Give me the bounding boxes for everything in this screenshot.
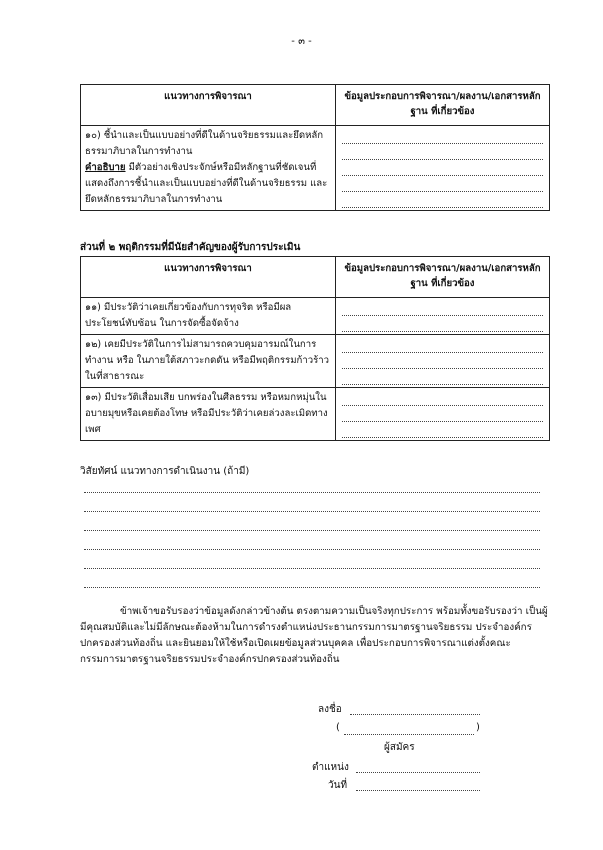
- header-evidence: ข้อมูลประกอบการพิจารณา/ผลงาน/เอกสารหลักฐาน ที่เกี่ยวข้อง: [336, 85, 550, 126]
- certification-statement: [80, 604, 550, 668]
- criteria-text: ๑๒) เคยมีประวัติในการไม่สามารถควบคุมอารมณ์ในการทำงาน หรือ ในภายใต้สภาวะกดดัน หรือมีพฤติกรรมก้าวร้าวในที่สาธารณะ: [81, 335, 336, 388]
- evidence-line: [342, 353, 543, 369]
- vision-line: [84, 531, 540, 550]
- header-criteria: แนวทางการพิจารณา: [81, 257, 336, 298]
- evidence-line: [342, 176, 543, 192]
- criteria-note: [85, 160, 331, 208]
- vision-line: [84, 493, 540, 512]
- date-label: วันที่: [328, 780, 348, 791]
- table-header-row: [81, 85, 550, 126]
- evidence-cell[interactable]: [336, 335, 550, 388]
- criteria-table-2: [80, 256, 550, 441]
- evidence-line: [342, 144, 543, 160]
- vision-input-area[interactable]: [84, 474, 540, 588]
- criteria-cell: [81, 126, 336, 211]
- table-row: [81, 126, 550, 211]
- evidence-line: [342, 128, 543, 144]
- position-label: ตำแหน่ง: [312, 762, 349, 773]
- evidence-line: [342, 192, 543, 208]
- open-paren: (: [336, 722, 340, 733]
- criteria-text: ๑๓) มีประวัติเสื่อมเสีย บกพร่องในศีลธรรม หรือหมกหมุ่นในอบายมุขหรือเคยต้องโทษ หรือมีประวัติว่าเคยล่วงละเมิดทางเพศ: [81, 388, 336, 441]
- vision-line: [84, 474, 540, 493]
- printed-name-field[interactable]: [344, 722, 474, 735]
- evidence-line: [342, 390, 543, 406]
- note-text: มีตัวอย่างเชิงประจักษ์หรือมีหลักฐานที่ชัดเจนที่แสดงถึงการชี้นำและเป็นแบบอย่างที่ดีในด้านจริยธรรม และยึดหลักธรรมาภิบาลในการทำงาน: [85, 162, 328, 205]
- evidence-line: [342, 369, 543, 385]
- criteria-table-1: [80, 84, 550, 211]
- signature-field[interactable]: [350, 702, 480, 715]
- evidence-line: [342, 160, 543, 176]
- evidence-line: [342, 337, 543, 353]
- table-row: [81, 388, 550, 441]
- note-label: คำอธิบาย: [85, 162, 126, 173]
- page-number: - ๓ -: [291, 36, 312, 47]
- evidence-cell[interactable]: [336, 126, 550, 211]
- applicant-role: ผู้สมัคร: [384, 742, 415, 753]
- criteria-text: ๑๑) มีประวัติว่าเคยเกี่ยวข้องกับการทุจริต หรือมีผลประโยชน์ทับซ้อน ในการจัดซื้อจัดจ้าง: [81, 298, 336, 335]
- evidence-line: [342, 422, 543, 438]
- certification-text: ข้าพเจ้าขอรับรองว่าข้อมูลดังกล่าวข้างต้น ตรงตามความเป็นจริงทุกประการ พร้อมทั้งขอรับรองว่า เป็นผู้มีคุณสมบัติและไม่มีลักษณะต้องห้ามในการดำรงตำแหน่งประธานกรรมการมาตรฐานจริยธรรม ประจำองค์กรปกครองส่วนท้องถิ่น และยินยอมให้ใช้หรือเปิดเผยข้อมูลส่วนบุคคล เพื่อประกอบการพิจารณาแต่งตั้งคณะกรรมการมาตรฐานจริยธรรมประจำองค์กรปกครองส่วนท้องถิ่น: [80, 606, 548, 665]
- vision-line: [84, 569, 540, 588]
- position-field[interactable]: [356, 760, 480, 773]
- evidence-cell[interactable]: [336, 298, 550, 335]
- table-row: [81, 298, 550, 335]
- evidence-line: [342, 300, 543, 316]
- evidence-line: [342, 316, 543, 332]
- vision-label: วิสัยทัศน์ แนวทางการดำเนินงาน (ถ้ามี): [80, 466, 250, 477]
- section-2-title: ส่วนที่ ๒ พฤติกรรมที่มีนัยสำคัญของผู้รับการประเมิน: [80, 242, 301, 253]
- evidence-cell[interactable]: [336, 388, 550, 441]
- vision-line: [84, 550, 540, 569]
- table-row: [81, 335, 550, 388]
- close-paren: ): [476, 722, 480, 733]
- vision-line: [84, 512, 540, 531]
- header-evidence: ข้อมูลประกอบการพิจารณา/ผลงาน/เอกสารหลักฐาน ที่เกี่ยวข้อง: [336, 257, 550, 298]
- evidence-line: [342, 406, 543, 422]
- sign-label: ลงชื่อ: [318, 704, 342, 715]
- header-criteria: แนวทางการพิจารณา: [81, 85, 336, 126]
- criteria-text: ๑๐) ชี้นำและเป็นแบบอย่างที่ดีในด้านจริยธรรมและยึดหลักธรรมาภิบาลในการทำงาน: [85, 130, 324, 157]
- table-header-row: [81, 257, 550, 298]
- date-field[interactable]: [356, 778, 480, 791]
